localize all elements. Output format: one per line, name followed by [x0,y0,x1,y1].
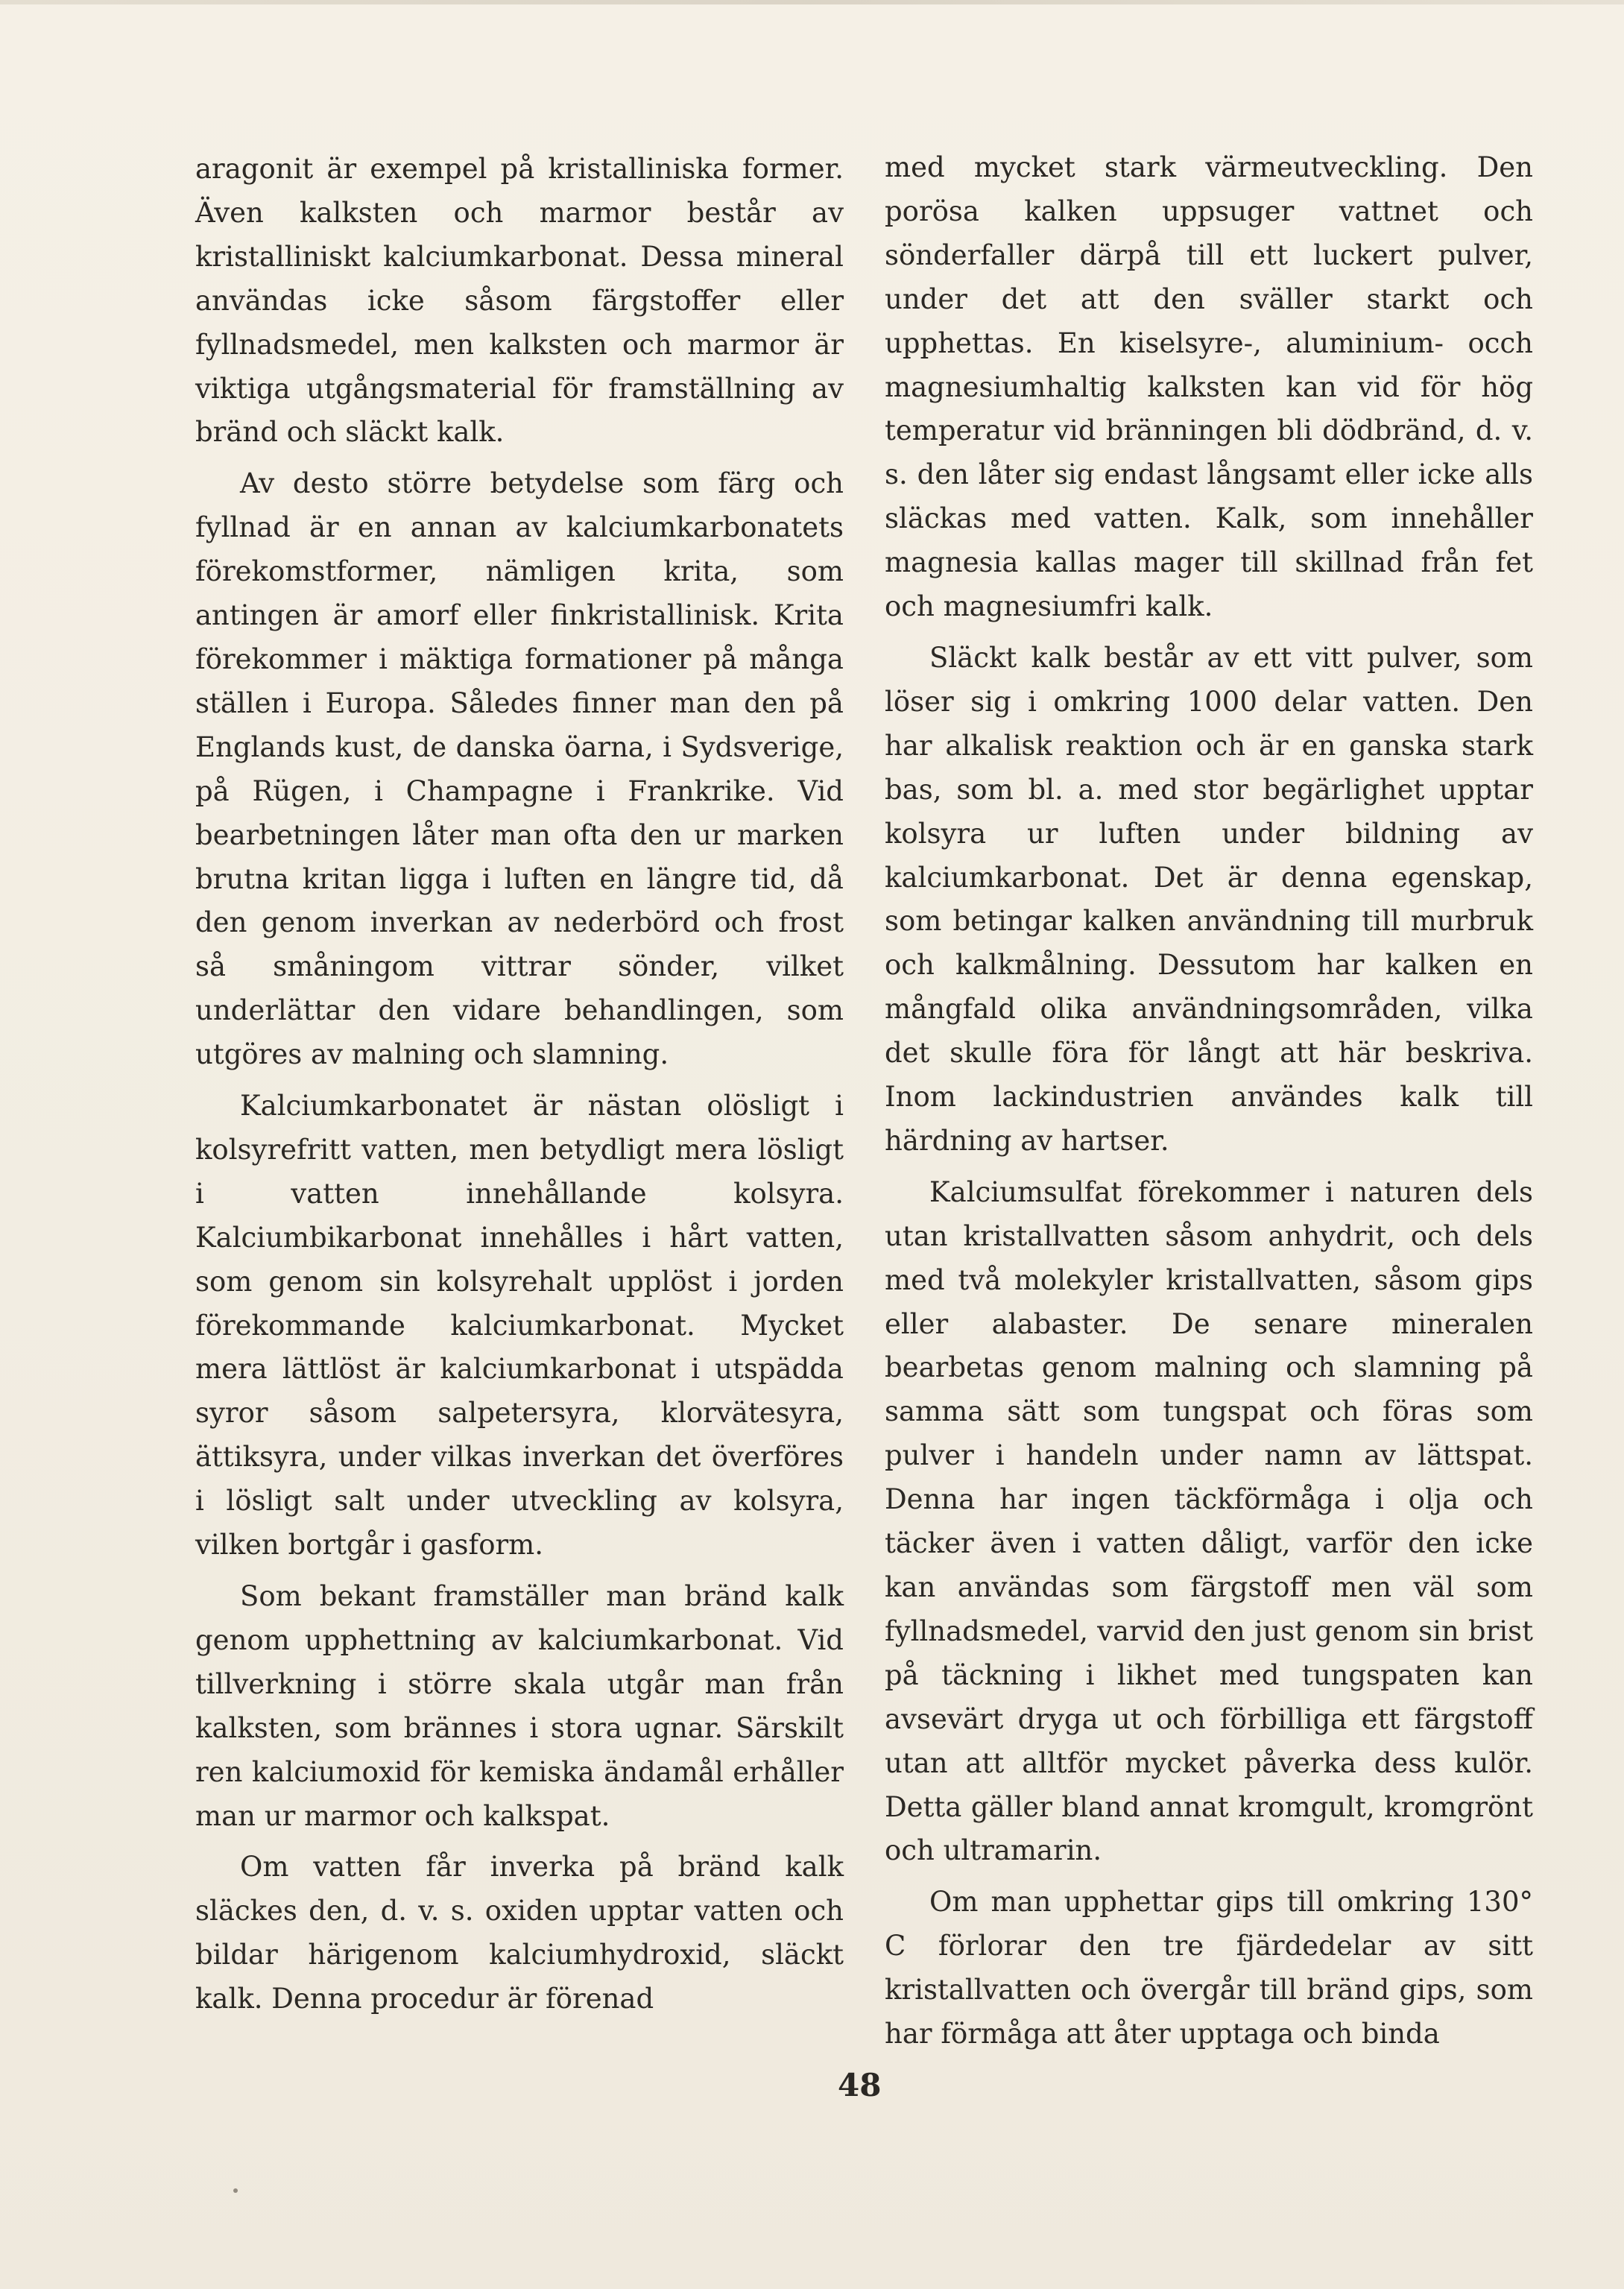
left-paragraph-3: Kalciumkarbonatet är nästan olösligt i kolsyrefritt vatten, men betydligt mera lösligt i vatten innehållande kolsyra. Kalciumbikarbonat innehålles i hårt vatten, som genom sin kolsyrehalt upplöst i jorden förekommande kalciumkarbonat. Mycket mera lättlöst är kalciumkarbonat i utspädda syror såsom salpetersyra, klorvätesyra, ättiksyra, under vilkas inverkan det överföres i lösligt salt under utveckling av kolsyra, vilken bortgår i gasform. [195,1090,844,1562]
left-paragraph-2: Av desto större betydelse som färg och fyllnad är en annan av kalciumkarbonatets förekomstformer, nämligen krita, som antingen är amorf eller finkristallinisk. Krita förekommer i mäktiga formationer på många ställen i Europa. Således finner man den på Englands kust, de danska öarna, i Sydsverige, på Rügen, i Champagne i Frankrike. Vid bearbetningen låter man ofta den ur marken brutna kritan ligga i luften en längre tid, då den genom inverkan av nederbörd och frost så småningom vittrar sönder, vilket underlättar den vidare behandlingen, som utgöres av malning och slamning. [195,467,844,1071]
right-paragraph-4: Om man upphettar gips till omkring 130° C förlorar den tre fjärdedelar av sitt kristallvatten och övergår till bränd gips, som har förmåga att åter upptaga och binda [885,1886,1533,2050]
ink-speck [233,2188,238,2193]
left-paragraph-4: Som bekant framställer man bränd kalk genom upphettning av kalciumkarbonat. Vid tillverkning i större skala utgår man från kalksten, som brännes i stora ugnar. Särskilt ren kalciumoxid för kemiska ändamål erhåller man ur marmor och kalkspat. [195,1580,844,1832]
right-paragraph-2: Släckt kalk består av ett vitt pulver, som löser sig i omkring 1000 delar vatten. Den har alkalisk reaktion och är en ganska stark bas, som bl. a. med stor begärlighet upptar kolsyra ur luften under bildning av kalciumkarbonat. Det är denna egenskap, som betingar kalken användning till murbruk och kalkmålning. Dessutom har kalken en mångfald olika användningsområden, vilka det skulle föra för långt att här beskriva. Inom lackindustrien användes kalk till härdning av hartser. [885,641,1533,1157]
page-number: 48 [838,2067,882,2103]
left-paragraph-1: aragonit är exempel på kristalliniska former. Även kalksten och marmor består av kristalliniskt kalciumkarbonat. Dessa mineral användas icke såsom färgstoffer eller fyllnadsmedel, men kalksten och marmor är viktiga utgångsmaterial för framställning av bränd och släckt kalk. [195,153,844,449]
right-paragraph-3: Kalciumsulfat förekommer i naturen dels utan kristallvatten såsom anhydrit, och dels med två molekyler kristallvatten, såsom gips eller alabaster. De senare mineralen bearbetas genom malning och slamning på samma sätt som tungspat och föras som pulver i handeln under namn av lättspat. Denna har ingen täckförmåga i olja och täcker även i vatten dåligt, varför den icke kan användas som färgstoff men väl som fyllnadsmedel, varvid den just genom sin brist på täckning i likhet med tungspaten kan avsevärt dryga ut och förbilliga ett färgstoff utan att alltför mycket påverka dess kulör. Detta gäller bland annat kromgult, kromgrönt och ultramarin. [885,1175,1533,1867]
page-top-edge [0,0,1624,4]
right-text-column [885,146,1533,2056]
right-paragraph-1: med mycket stark värmeutveckling. Den porösa kalken uppsuger vattnet och sönderfaller därpå till ett luckert pulver, under det att den sväller starkt och upphettas. En kiselsyre-, aluminium- occh magnesiumhaltig kalksten kan vid för hög temperatur vid bränningen bli dödbränd, d. v. s. den låter sig endast långsamt eller icke alls släckas med vatten. Kalk, som innehåller magnesia kallas mager till skillnad från fet och magnesiumfri kalk. [885,151,1533,623]
left-paragraph-5: Om vatten får inverka på bränd kalk släckes den, d. v. s. oxiden upptar vatten och bildar härigenom kalciumhydroxid, släckt kalk. Denna procedur är förenad [195,1851,844,2015]
left-text-column [195,148,844,2021]
